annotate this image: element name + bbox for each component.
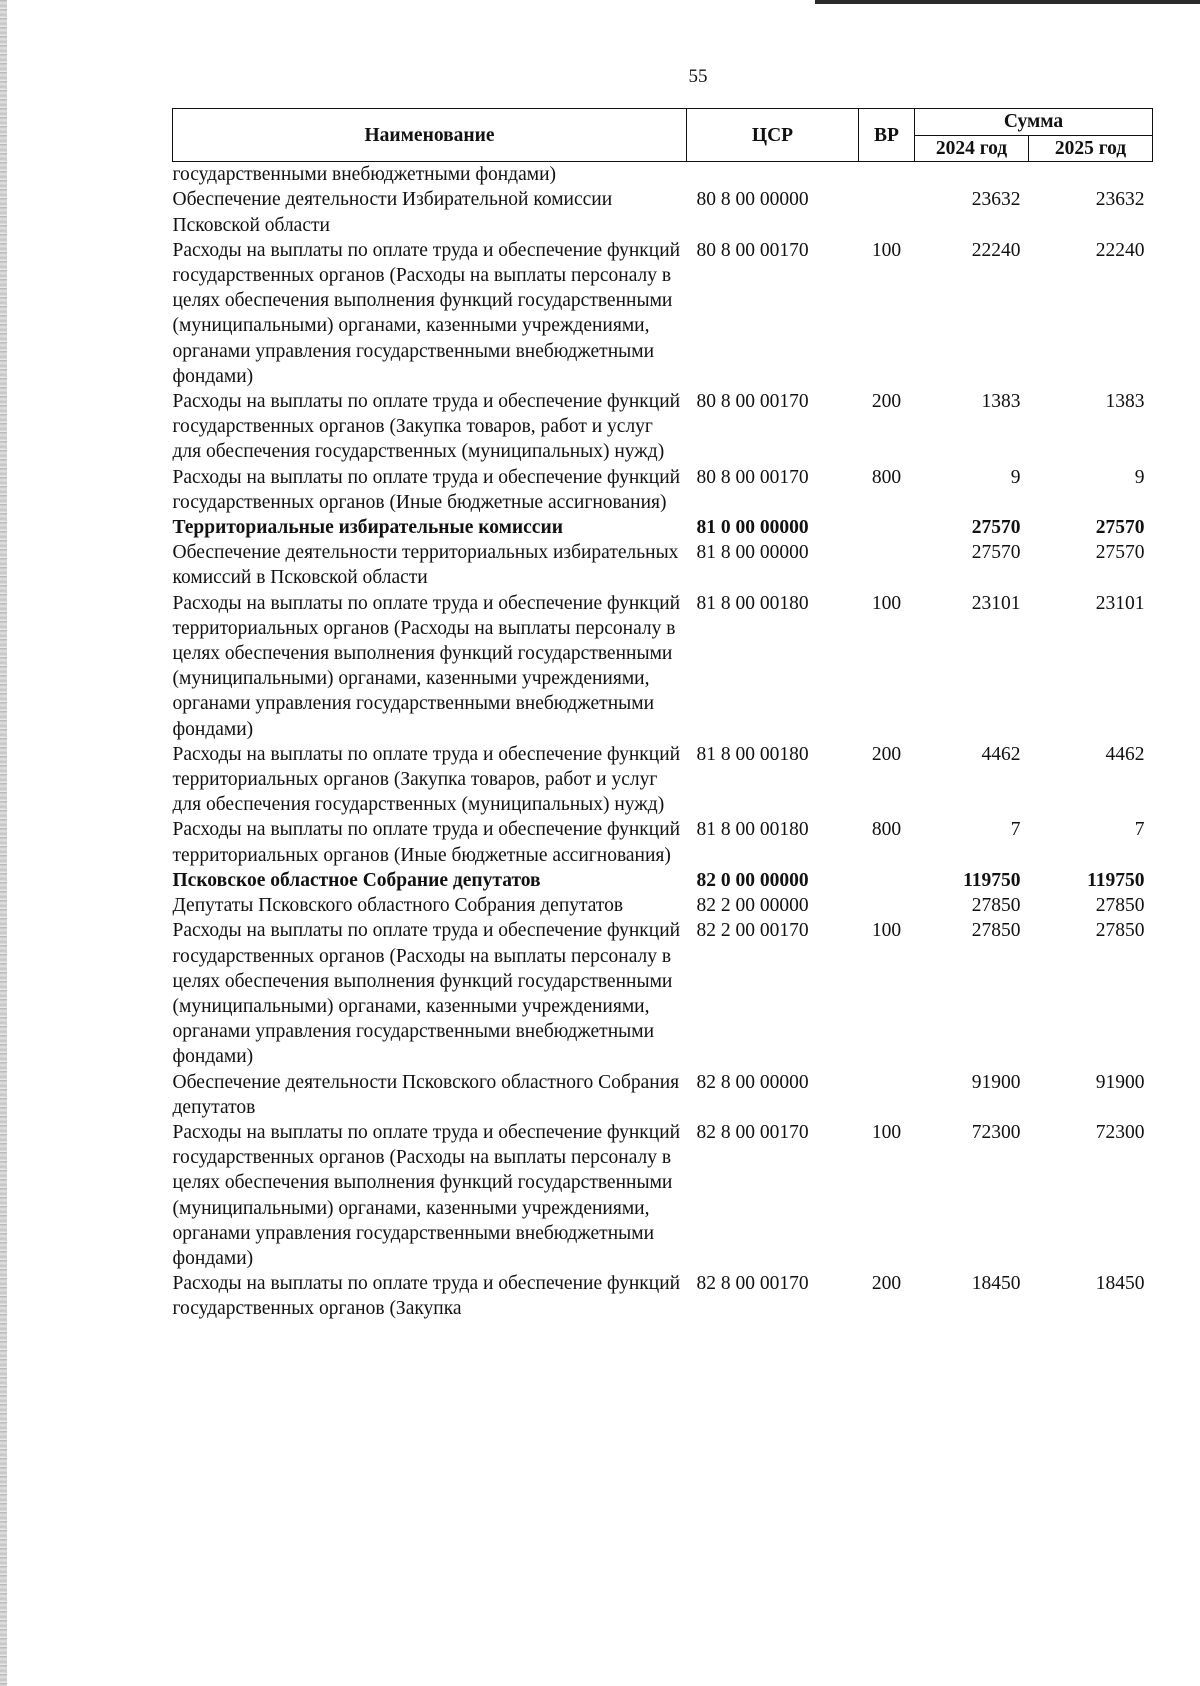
table-row	[173, 1120, 1153, 1271]
row-name: Расходы на выплаты по оплате труда и обеспечение функций территориальных органов (Расходы на выплаты персоналу в целях обеспечения выполнения функций государственными (муниципальными) органами, казенными учреждениями, органами управления государственными внебюджетными фондами)	[172, 592, 681, 740]
row-sum-2025: 7	[1134, 819, 1145, 841]
row-csr-code: 82 0 00 00000	[696, 869, 809, 891]
row-sum-2024: 23101	[971, 592, 1021, 614]
table-header	[173, 109, 1153, 162]
row-csr-code: 81 0 00 00000	[696, 517, 809, 539]
row-sum-2025: 18450	[1095, 1273, 1145, 1295]
row-vr-code	[859, 1070, 915, 1120]
row-name: Расходы на выплаты по оплате труда и обеспечение функций государственных органов (Закупка	[172, 1273, 681, 1320]
table-body	[173, 162, 1153, 1322]
row-vr-code: 100	[871, 920, 902, 942]
row-sum-2024: 18450	[971, 1273, 1021, 1295]
row-sum-2025: 23632	[1095, 189, 1145, 211]
row-sum-2025: 27850	[1095, 895, 1145, 917]
row-vr-code	[859, 162, 915, 188]
row-name: Расходы на выплаты по оплате труда и обеспечение функций государственных органов (Расходы на выплаты персоналу в целях обеспечения выполнения функций государственными (муниципальными) органами, казенными учреждениями, органами управления государственными внебюджетными фондами)	[172, 920, 681, 1068]
row-vr-code: 200	[871, 1273, 902, 1295]
row-sum-2024: 9	[1010, 466, 1021, 488]
row-sum-2024: 119750	[963, 869, 1021, 891]
header-csr: ЦСР	[687, 109, 859, 162]
table-row	[173, 918, 1153, 1069]
row-sum-2024: 72300	[971, 1121, 1021, 1143]
row-name: Расходы на выплаты по оплате труда и обеспечение функций государственных органов (Закупка товаров, работ и услуг для обеспечения государственных (муниципальных) нужд)	[172, 391, 681, 463]
row-sum-2024: 22240	[971, 239, 1021, 261]
row-vr-code	[859, 515, 915, 540]
table-row	[173, 817, 1153, 867]
row-sum-2025: 27570	[1095, 517, 1145, 539]
row-sum-2025: 72300	[1095, 1121, 1145, 1143]
header-sum: Сумма	[915, 109, 1153, 136]
table-row	[173, 162, 1153, 188]
row-name: Расходы на выплаты по оплате труда и обеспечение функций государственных органов (Иные бюджетные ассигнования)	[172, 466, 681, 513]
row-name: Обеспечение деятельности Избирательной комиссии Псковской области	[172, 189, 613, 236]
header-year-2025: 2025 год	[1029, 136, 1153, 162]
scan-edge-top	[815, 0, 1200, 4]
table-row	[173, 465, 1153, 515]
table-row	[173, 389, 1153, 465]
row-sum-2025: 27570	[1095, 542, 1145, 564]
row-csr-code: 80 8 00 00000	[696, 189, 809, 211]
row-sum-2025: 1383	[1105, 391, 1145, 413]
row-csr-code: 81 8 00 00180	[696, 819, 809, 841]
row-csr-code: 80 8 00 00170	[696, 391, 809, 413]
table-row	[173, 742, 1153, 818]
table-row	[173, 591, 1153, 742]
row-sum-2024: 27850	[971, 895, 1021, 917]
row-sum-2024: 1383	[981, 391, 1021, 413]
row-name: Расходы на выплаты по оплате труда и обеспечение функций территориальных органов (Закупка товаров, работ и услуг для обеспечения государственных (муниципальных) нужд)	[172, 743, 681, 816]
row-sum-2024: 23632	[971, 189, 1021, 211]
row-vr-code	[859, 893, 915, 918]
row-name: государственными внебюджетными фондами)	[172, 164, 557, 186]
row-name: Расходы на выплаты по оплате труда и обеспечение функций государственных органов (Расходы на выплаты персоналу в целях обеспечения выполнения функций государственными (муниципальными) органами, казенными учреждениями, органами управления государственными внебюджетными фондами)	[172, 239, 681, 387]
row-name: Расходы на выплаты по оплате труда и обеспечение функций территориальных органов (Иные бюджетные ассигнования)	[172, 819, 681, 866]
row-csr-code: 82 8 00 00170	[696, 1121, 809, 1143]
row-name: Псковское областное Собрание депутатов	[172, 869, 541, 891]
header-name: Наименование	[173, 109, 687, 162]
row-name: Расходы на выплаты по оплате труда и обеспечение функций государственных органов (Расходы на выплаты персоналу в целях обеспечения выполнения функций государственными (муниципальными) органами, казенными учреждениями, органами управления государственными внебюджетными фондами)	[172, 1121, 681, 1269]
row-name: Территориальные избирательные комиссии	[172, 517, 563, 539]
row-csr-code: 81 8 00 00180	[696, 592, 809, 614]
header-year-2024: 2024 год	[915, 136, 1029, 162]
row-vr-code: 100	[871, 592, 902, 614]
row-sum-2024: 27570	[971, 517, 1021, 539]
table-row	[173, 515, 1153, 540]
row-name: Обеспечение деятельности Псковского областного Собрания депутатов	[172, 1071, 680, 1118]
row-csr-code: 82 8 00 00000	[696, 1071, 809, 1093]
row-sum-2025: 4462	[1105, 743, 1145, 765]
budget-table	[172, 108, 1153, 1322]
table-row	[173, 1271, 1153, 1321]
row-vr-code: 100	[871, 1121, 902, 1143]
row-sum-2024: 27850	[971, 920, 1021, 942]
row-csr-code: 80 8 00 00170	[696, 239, 809, 261]
row-csr-code: 81 8 00 00000	[696, 542, 809, 564]
table-row	[173, 868, 1153, 893]
table-row	[173, 238, 1153, 389]
row-csr-code: 82 8 00 00170	[696, 1273, 809, 1295]
row-sum-2025: 119750	[1087, 869, 1145, 891]
row-csr-code: 81 8 00 00180	[696, 743, 809, 765]
row-vr-code: 100	[871, 239, 902, 261]
scan-edge-left	[0, 0, 7, 1686]
row-vr-code: 200	[871, 743, 902, 765]
table-row	[173, 1070, 1153, 1120]
row-sum-2025: 9	[1134, 466, 1145, 488]
row-sum-2024: 27570	[971, 542, 1021, 564]
row-sum-2024	[915, 162, 1029, 188]
row-sum-2025: 91900	[1095, 1071, 1145, 1093]
row-vr-code: 800	[871, 819, 902, 841]
row-vr-code: 800	[871, 466, 902, 488]
row-vr-code	[859, 187, 915, 237]
row-sum-2025: 23101	[1095, 592, 1145, 614]
row-sum-2025	[1029, 162, 1153, 188]
row-sum-2025: 22240	[1095, 239, 1145, 261]
row-name: Депутаты Псковского областного Собрания депутатов	[172, 895, 624, 917]
row-sum-2024: 7	[1010, 819, 1021, 841]
table-row	[173, 187, 1153, 237]
row-sum-2025: 27850	[1095, 920, 1145, 942]
row-sum-2024: 4462	[981, 743, 1021, 765]
page-number: 55	[688, 66, 708, 87]
row-vr-code	[859, 540, 915, 590]
row-csr-code: 80 8 00 00170	[696, 466, 809, 488]
row-sum-2024: 91900	[971, 1071, 1021, 1093]
row-csr-code: 82 2 00 00000	[696, 895, 809, 917]
row-vr-code	[859, 868, 915, 893]
header-vr: ВР	[859, 109, 915, 162]
row-csr-code	[687, 162, 859, 188]
table-row	[173, 540, 1153, 590]
table-row	[173, 893, 1153, 918]
row-name: Обеспечение деятельности территориальных избирательных комиссий в Псковской области	[172, 542, 679, 589]
row-csr-code: 82 2 00 00170	[696, 920, 809, 942]
row-vr-code: 200	[871, 391, 902, 413]
